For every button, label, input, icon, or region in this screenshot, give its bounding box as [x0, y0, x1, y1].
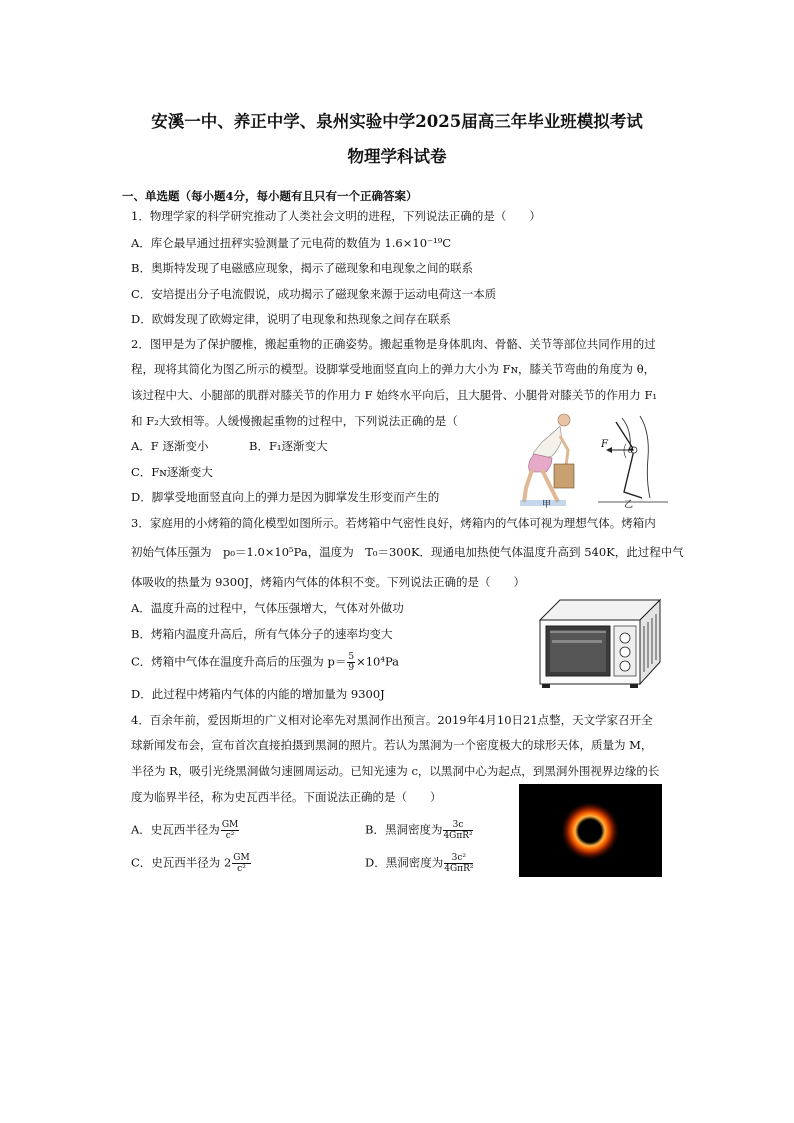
- exam-subtitle: 物理学科试卷: [347, 147, 447, 166]
- lifting-diagram: [512, 410, 672, 510]
- q4-line-2: 球新闻发布会，宣布首次直接拍摄到黑洞的照片。若认为黑洞为一个密度极大的球形天体，质量为 M，: [131, 738, 653, 752]
- q4-option-b: [365, 820, 474, 841]
- q4-option-d-text: D．黑洞密度为: [365, 855, 444, 870]
- q2-option-d: D．脚掌受地面竖直向上的弹力是因为脚掌发生形变而产生的: [131, 490, 440, 504]
- q2-fig-force-label: F: [601, 439, 608, 450]
- fraction-numerator: 3c: [443, 820, 472, 831]
- q4-option-a-text: A．史瓦西半径为: [131, 822, 220, 837]
- q4-option-d: [365, 853, 474, 874]
- q3-line-3: 体吸收的热量为 9300J，烤箱内气体的体积不变。下列说法正确的是（ ）: [131, 575, 526, 589]
- black-hole-image: [519, 784, 662, 877]
- q4-line-3: 半径为 R，吸引光绕黑洞做匀速圆周运动。已知光速为 c，以黑洞中心为起点，到黑洞外围视界边缘的长: [131, 764, 660, 778]
- fraction-denominator: c²: [237, 864, 246, 874]
- q1-option-b: B．奥斯特发现了电磁感应现象，揭示了磁现象和电现象之间的联系: [131, 261, 473, 275]
- oven-illustration: [532, 596, 664, 690]
- q4-line-4: 度为临界半径，称为史瓦西半径。下面说法正确的是（ ）: [131, 790, 442, 804]
- exam-title: 安溪一中、养正中学、泉州实验中学2025届高三年毕业班模拟考试: [151, 112, 643, 131]
- fraction-numerator: 3c²: [444, 853, 473, 864]
- q1-option-a: A．库仑最早通过扭秤实验测量了元电荷的数值为 1.6×10⁻¹⁹C: [131, 236, 452, 250]
- q4-option-d-fraction: [444, 853, 473, 874]
- q4-option-a: [131, 820, 240, 841]
- q3-option-b: B．烤箱内温度升高后，所有气体分子的速率均变大: [131, 627, 393, 641]
- q2-line-1: 2．图甲是为了保护腰椎，搬起重物的正确姿势。搬起重物是身体肌肉、骨骼、关节等部位共同作用的过: [131, 337, 656, 351]
- fraction-numerator: GM: [221, 820, 239, 830]
- q2-fig-label-yi: 乙: [624, 500, 634, 510]
- q2-line-3: 该过程中大、小腿部的肌群对膝关节的作用力 F 始终水平向后，且大腿骨、小腿骨对膝关节的作用力 F₁: [131, 388, 658, 402]
- q2-option-c: C．Fɴ逐渐变大: [131, 465, 213, 479]
- q3-option-c-fraction: [347, 652, 355, 673]
- q4-option-c-text: C．史瓦西半径为 2: [131, 855, 232, 870]
- q3-line-2: 初始气体压强为 p₀＝1.0×10⁵Pa，温度为 T₀＝300K．现通电加热使气体温度升高到 540K，此过程中气: [131, 545, 684, 559]
- q3-figure: [532, 596, 664, 690]
- q2-fig-label-jia: 甲: [542, 500, 552, 510]
- section-heading: 一、单选题（每小题4分，每小题有且只有一个正确答案）: [122, 189, 418, 203]
- q4-option-b-text: B．黑洞密度为: [365, 822, 443, 837]
- q3-option-a: A．温度升高的过程中，气体压强增大，气体对外做功: [131, 601, 404, 615]
- fraction-denominator: 4GπR²: [444, 864, 474, 874]
- q2-line-2: 程，现将其简化为图乙所示的模型。设脚掌受地面竖直向上的弹力大小为 Fɴ，膝关节弯曲的角度为 θ，: [131, 362, 656, 376]
- q1-option-d: D．欧姆发现了欧姆定律，说明了电现象和热现象之间存在联系: [131, 312, 451, 326]
- q3-option-d: D．此过程中烤箱内气体的内能的增加量为 9300J: [131, 687, 385, 701]
- q3-option-c-text: C．烤箱中气体在温度升高后的压强为 p＝: [131, 654, 347, 669]
- fraction-denominator: c²: [225, 831, 235, 841]
- q4-line-1: 4．百余年前，爱因斯坦的广义相对论率先对黑洞作出预言。2019年4月10日21点整，天文学家召开全: [131, 713, 653, 727]
- q4-option-a-fraction: [221, 820, 239, 841]
- fraction-denominator: 9: [348, 663, 355, 673]
- q4-option-c-fraction: [232, 853, 250, 874]
- q2-figure: [512, 410, 672, 510]
- black-hole-ring: [519, 784, 662, 877]
- q2-fig-theta-label: θ: [628, 446, 634, 456]
- q4-option-c: [131, 853, 252, 874]
- q3-line-1: 3．家庭用的小烤箱的简化模型如图所示。若烤箱中气密性良好，烤箱内的气体可视为理想气体。烤箱内: [131, 516, 656, 530]
- fraction-numerator: GM: [233, 853, 250, 863]
- q3-option-c-unit: ×10⁴Pa: [356, 654, 400, 669]
- q4-option-b-fraction: [443, 820, 472, 841]
- q3-option-c: [131, 652, 399, 673]
- q1-stem: 1．物理学家的科学研究推动了人类社会文明的进程，下列说法正确的是（ ）: [131, 209, 541, 223]
- fraction-numerator: 5: [348, 652, 355, 662]
- q2-line-4: 和 F₂大致相等。人缓慢搬起重物的过程中，下列说法正确的是（: [131, 414, 458, 428]
- q2-option-b: B．F₁逐渐变大: [249, 439, 328, 453]
- q2-option-a: A．F 逐渐变小: [131, 439, 209, 453]
- q1-option-c: C．安培提出分子电流假说，成功揭示了磁现象来源于运动电荷这一本质: [131, 287, 497, 301]
- fraction-denominator: 4GπR²: [443, 831, 473, 841]
